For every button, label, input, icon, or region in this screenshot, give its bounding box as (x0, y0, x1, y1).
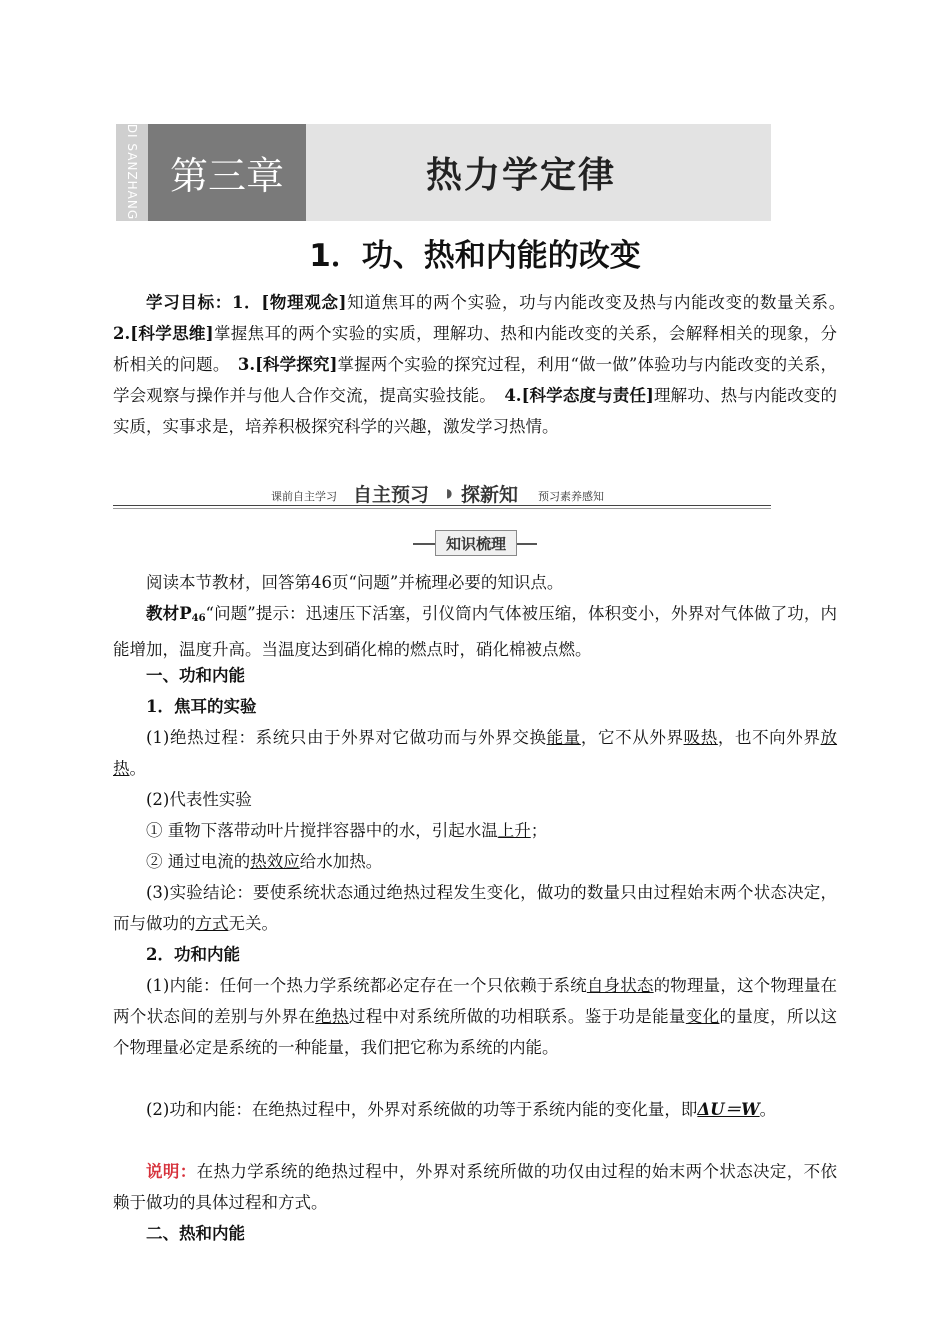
blank-rise: 上升 (497, 821, 531, 840)
banner-strip-text: DI SANZHANG (125, 123, 139, 221)
representative-experiment: (2)代表性实验 (146, 790, 252, 809)
objective-text-3: 掌握两个实验的探究过程，利用“做一做”体验功与内能改变的关系，学会观察与操作并与他人合作交流，提高实验技能。 (113, 355, 837, 405)
chapter-banner (116, 124, 771, 221)
definition-text-b: 的物理量，这个物理量在两个状态间的差别与外界在 (113, 976, 838, 1026)
section-title: 1．功、热和内能的改变 (309, 238, 641, 274)
relation-text-b: 。 (759, 1100, 777, 1119)
adiabatic-text-c: ，也不向外界 (717, 728, 821, 747)
adiabatic-process (113, 722, 837, 784)
experiment-2-text-a: ② 通过电流的 (146, 852, 251, 871)
objective-text-4: 理解功、热与内能改变的实质，实事求是，培养积极探究科学的兴趣，激发学习热情。 (113, 386, 838, 436)
hint-ref: 教材P (146, 604, 192, 623)
intro-paragraph (113, 567, 837, 598)
heading-work-internal-energy: 一、功和内能 (146, 666, 245, 685)
chapter-title: 热力学定律 (426, 155, 617, 196)
objective-tag-2: [科学思维] (130, 324, 214, 343)
textbook-hint (113, 598, 837, 665)
blank-manner: 方式 (195, 914, 229, 933)
relation-text-a: (2)功和内能：在绝热过程中，外界对系统做的功等于系统内能的变化量，即 (146, 1100, 698, 1119)
knowledge-tag-label: 知识梳理 (435, 530, 517, 556)
heading-joule-experiment: 1．焦耳的实验 (146, 697, 257, 716)
knowledge-tag (413, 530, 537, 556)
conclusion-text-a: (3)实验结论：要使系统状态通过绝热过程发生变化，做功的数量只由过程始末两个状态决定，而与做功的 (113, 883, 837, 933)
hint-ref-page: 46 (191, 613, 206, 624)
banner-side-strip (116, 124, 148, 221)
separator-left-text: 课前自主学习 (271, 490, 337, 503)
chapter-label: 第三章 (148, 124, 306, 221)
objective-num-3: 3. (237, 355, 256, 374)
blank-adiabatic: 绝热 (315, 1007, 349, 1026)
blank-release-heat: 放热 (113, 728, 838, 778)
objective-text-2: 掌握焦耳的两个实验的实质，理解功、热和内能改变的关系，会解释相关的现象，分析相关的问题。 (113, 324, 837, 374)
definition-text-a: (1)内能：任何一个热力学系统都必定存在一个只依赖于系统 (146, 976, 587, 995)
experiment-conclusion (113, 877, 837, 939)
section-separator (113, 480, 771, 510)
experiment-1-text-b: ； (530, 821, 548, 840)
blank-absorb-heat: 吸热 (683, 728, 718, 747)
objective-num-4: 4. (504, 386, 522, 405)
objective-tag-4: [科学态度与责任] (521, 386, 654, 405)
experiment-item-1 (113, 815, 837, 846)
blank-energy: 能量 (546, 728, 581, 747)
objective-text-1: 知道焦耳的两个实验，功与内能改变及热与内能改变的数量关系。 (346, 293, 854, 312)
conclusion-text-b: 无关。 (228, 914, 278, 933)
blank-change: 变化 (685, 1007, 720, 1026)
work-and-energy-relation (113, 1094, 837, 1125)
experiment-1-text-a: ① 重物下落带动叶片搅拌容器中的水，引起水温 (146, 821, 498, 840)
objective-num-2: 2. (113, 324, 131, 343)
hint-text: “问题”提示：迅速压下活塞，引仪筒内气体被压缩，体积变小，外界对气体做了功，内能增加，温度升高。当温度达到硝化棉的燃点时，硝化棉被点燃。 (113, 604, 837, 659)
objectives-lead: 学习目标：1． (146, 293, 262, 312)
separator-line-2 (113, 508, 771, 509)
separator-big-2: 探新知 (461, 484, 519, 506)
adiabatic-text-d: 。 (129, 759, 146, 778)
separator-big-1: 自主预习 (353, 484, 430, 506)
definition-text-d: 的量度，所以这个物理量必定是系统的一种能量，我们把它称为系统的内能。 (113, 1007, 838, 1057)
adiabatic-text-a: (1)绝热过程：系统只由于外界对它做功而与外界交换 (146, 728, 547, 747)
objective-tag-1: [物理观念] (261, 293, 347, 312)
blank-heat-effect: 热效应 (250, 852, 300, 871)
heading-heat-and-energy: 二、热和内能 (146, 1224, 245, 1243)
definition-text-c: 过程中对系统所做的功相联系。鉴于功是能量 (348, 1007, 686, 1026)
intro-text: 阅读本节教材，回答第46页“问题”并梳理必要的知识点。 (146, 573, 564, 592)
formula-delta-u-equals-w: ΔU＝W (697, 1100, 760, 1119)
experiment-item-2 (113, 846, 837, 877)
learning-objectives (113, 287, 854, 442)
note-paragraph (113, 1156, 837, 1218)
separator-right-text: 预习素养感知 (538, 490, 604, 503)
note-label: 说明： (146, 1162, 197, 1181)
note-text: 在热力学系统的绝热过程中，外界对系统所做的功仅由过程的始末两个状态决定，不依赖于做功的具体过程和方式。 (113, 1162, 838, 1212)
blank-own-state: 自身状态 (586, 976, 654, 995)
heading-work-and-energy: 2．功和内能 (146, 945, 240, 964)
adiabatic-text-b: ，它不从外界 (580, 728, 684, 747)
separator-line (113, 505, 771, 506)
internal-energy-definition (113, 970, 837, 1063)
experiment-2-text-b: 给水加热。 (299, 852, 383, 871)
separator-dot-icon: ◗ (446, 486, 453, 500)
objective-tag-3: [科学探究] (255, 355, 338, 374)
